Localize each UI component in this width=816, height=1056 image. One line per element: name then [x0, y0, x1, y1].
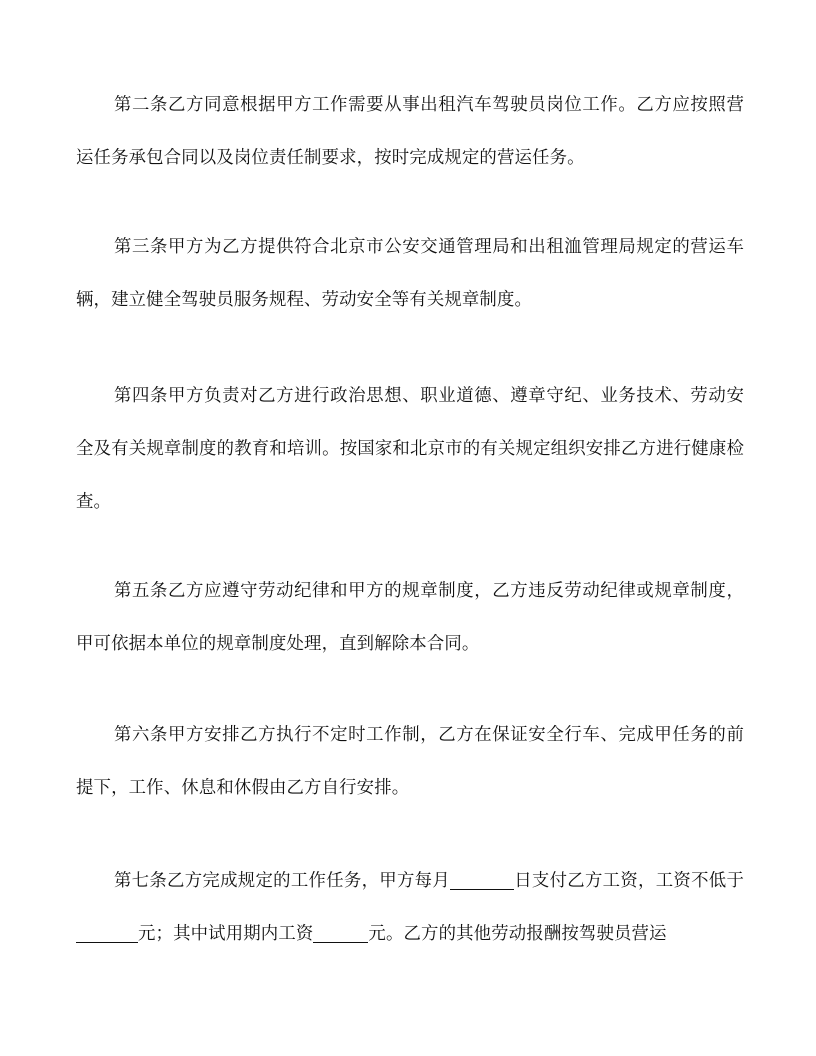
clause-7-text-4: 元。乙方的其他劳动报酬按驾驶员营运 — [368, 924, 667, 944]
clause-5: 第五条乙方应遵守劳动纪律和甲方的规章制度，乙方违反劳动纪律或规章制度，甲可依据本单位的规章制度处理，直到解除本合同。 — [76, 581, 744, 654]
clause-7 — [76, 855, 744, 961]
clause-2: 第二条乙方同意根据甲方工作需要从事出租汽车驾驶员岗位工作。乙方应按照营运任务承包合同以及岗位责任制要求，按时完成规定的营运任务。 — [76, 95, 744, 168]
probation-wage-blank — [313, 922, 368, 943]
clause-7-text-3: 元；其中试用期内工资 — [138, 924, 314, 944]
clause-3: 第三条甲方为乙方提供符合北京市公安交通管理局和出租洫管理局规定的营运车辆，建立健全驾驶员服务规程、劳动安全等有关规章制度。 — [76, 237, 744, 310]
clause-7-text-2: 日支付乙方工资，工资不低于 — [514, 871, 744, 891]
payday-blank — [450, 869, 514, 890]
minimum-wage-blank — [76, 922, 138, 943]
clause-7-text-1: 第七条乙方完成规定的工作任务，甲方每月 — [114, 871, 451, 891]
clause-6: 第六条甲方安排乙方执行不定时工作制，乙方在保证安全行车、完成甲任务的前提下，工作、休息和休假由乙方自行安排。 — [76, 725, 744, 798]
clause-4: 第四条甲方负责对乙方进行政治思想、职业道德、遵章守纪、业务技术、劳动安全及有关规章制度的教育和培训。按国家和北京市的有关规定组织安排乙方进行健康检查。 — [76, 386, 744, 512]
